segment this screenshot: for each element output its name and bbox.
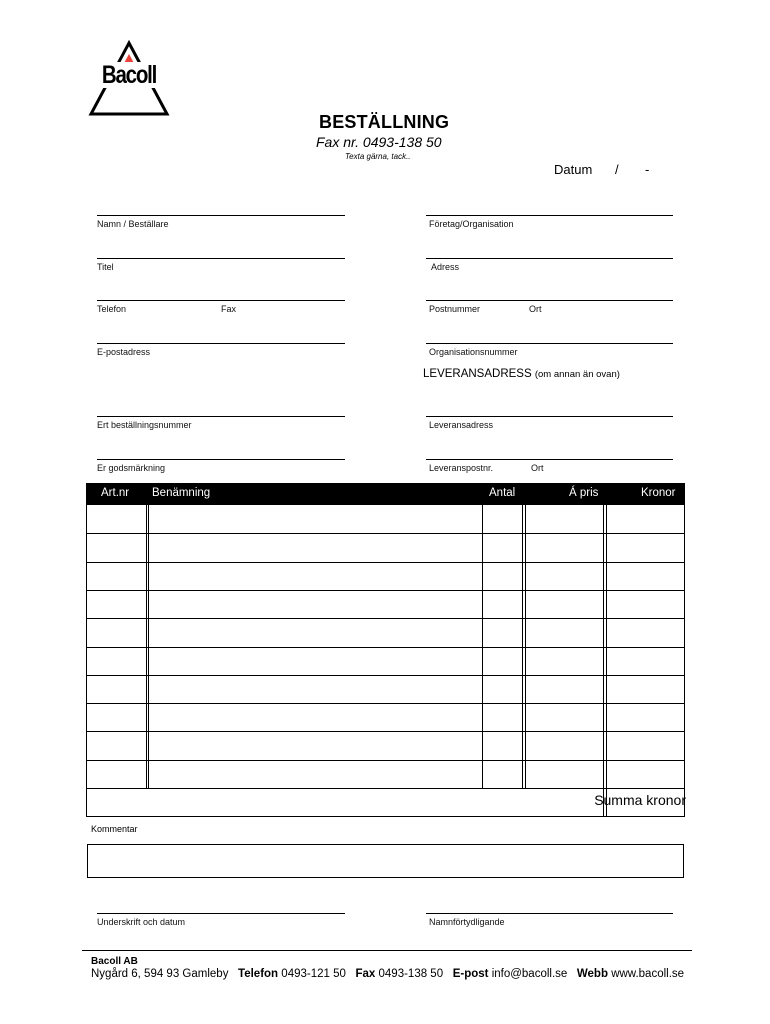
levadress-label: Leveransadress — [429, 420, 494, 430]
postnummer-label: Postnummer — [429, 304, 481, 314]
footer-fax-label: Fax — [355, 968, 376, 980]
namnfortydligande-field[interactable] — [426, 913, 673, 914]
ort-label: Ort — [529, 304, 542, 314]
table-row-line — [87, 562, 684, 563]
table-row-line — [87, 675, 684, 676]
godsmarkning-field[interactable] — [97, 459, 345, 460]
summa-kronor-label: Summa kronor — [594, 792, 686, 808]
footer-divider — [82, 950, 692, 951]
table-row-line — [87, 731, 684, 732]
orgnr-label: Organisationsnummer — [429, 347, 518, 357]
table-row-line — [87, 590, 684, 591]
table-row-line — [87, 760, 684, 761]
namn-field[interactable] — [97, 215, 345, 216]
footer-webb[interactable]: www.bacoll.se — [611, 968, 685, 980]
kommentar-label: Kommentar — [91, 824, 138, 834]
grid-divider-apris-inner — [606, 505, 607, 816]
titel-field[interactable] — [97, 258, 345, 259]
bacoll-logo — [88, 40, 170, 118]
table-row-line — [87, 533, 684, 534]
order-table-grid[interactable] — [86, 505, 685, 817]
footer-contact — [91, 968, 684, 980]
table-row-line — [87, 647, 684, 648]
page-title: BESTÄLLNING — [319, 112, 450, 132]
logo-text: Bacoll — [97, 62, 161, 88]
postnummer-ort-field[interactable] — [426, 300, 673, 301]
leveransadress-title: LEVERANSADRESS — [423, 368, 532, 380]
namn-label: Namn / Beställare — [97, 219, 169, 229]
order-table-header — [86, 483, 685, 505]
footer-epost-label: E-post — [452, 968, 489, 980]
footer-webb-label: Webb — [576, 968, 608, 980]
grid-divider-apris — [603, 505, 604, 816]
levpostnr-label: Leveranspostnr. — [429, 463, 494, 473]
fax-label: Fax — [221, 304, 237, 314]
print-note: Texta gärna, tack.. — [345, 152, 411, 161]
col-antal: Antal — [489, 487, 516, 499]
table-row-line — [87, 703, 684, 704]
leveransadress-subtitle: (om annan än ovan) — [534, 369, 620, 380]
datum-separator-dash: - — [645, 162, 650, 177]
godsmarkning-label: Er godsmärkning — [97, 463, 166, 473]
telefon-label: Telefon — [97, 304, 127, 314]
datum-separator-slash: / — [615, 162, 619, 177]
col-artnr: Art.nr — [101, 487, 130, 499]
footer-telefon-label: Telefon — [238, 968, 279, 980]
titel-label: Titel — [97, 262, 114, 272]
foretag-label: Företag/Organisation — [429, 219, 514, 229]
col-kronor: Kronor — [641, 487, 676, 499]
orgnr-field[interactable] — [426, 343, 673, 344]
levpostnr-ort-field[interactable] — [426, 459, 673, 460]
datum-label: Datum — [554, 162, 593, 177]
col-benamning: Benämning — [152, 487, 211, 499]
underskrift-label: Underskrift och datum — [97, 917, 186, 927]
leveransadress-heading — [423, 368, 620, 380]
footer-company: Bacoll AB — [91, 956, 138, 967]
foretag-field[interactable] — [426, 215, 673, 216]
telefon-fax-field[interactable] — [97, 300, 345, 301]
footer-address: Nygård 6, 594 93 Gamleby — [91, 968, 229, 980]
footer-epost[interactable]: info@bacoll.se — [491, 968, 568, 980]
levadress-field[interactable] — [426, 416, 673, 417]
table-row-line — [87, 788, 684, 789]
kommentar-box[interactable] — [87, 844, 684, 878]
bestnr-label: Ert beställningsnummer — [97, 420, 192, 430]
epost-label: E-postadress — [97, 347, 151, 357]
levort-label: Ort — [531, 463, 544, 473]
adress-field[interactable] — [426, 258, 673, 259]
fax-number: Fax nr. 0493-138 50 — [316, 134, 442, 150]
adress-label: Adress — [431, 262, 460, 272]
footer-fax: 0493-138 50 — [378, 968, 444, 980]
col-apris: Á pris — [569, 487, 599, 499]
footer-telefon: 0493-121 50 — [281, 968, 346, 980]
bestnr-field[interactable] — [97, 416, 345, 417]
table-row-line — [87, 618, 684, 619]
namnfortydligande-label: Namnförtydligande — [429, 917, 505, 927]
epost-field[interactable] — [97, 343, 345, 344]
underskrift-field[interactable] — [97, 913, 345, 914]
